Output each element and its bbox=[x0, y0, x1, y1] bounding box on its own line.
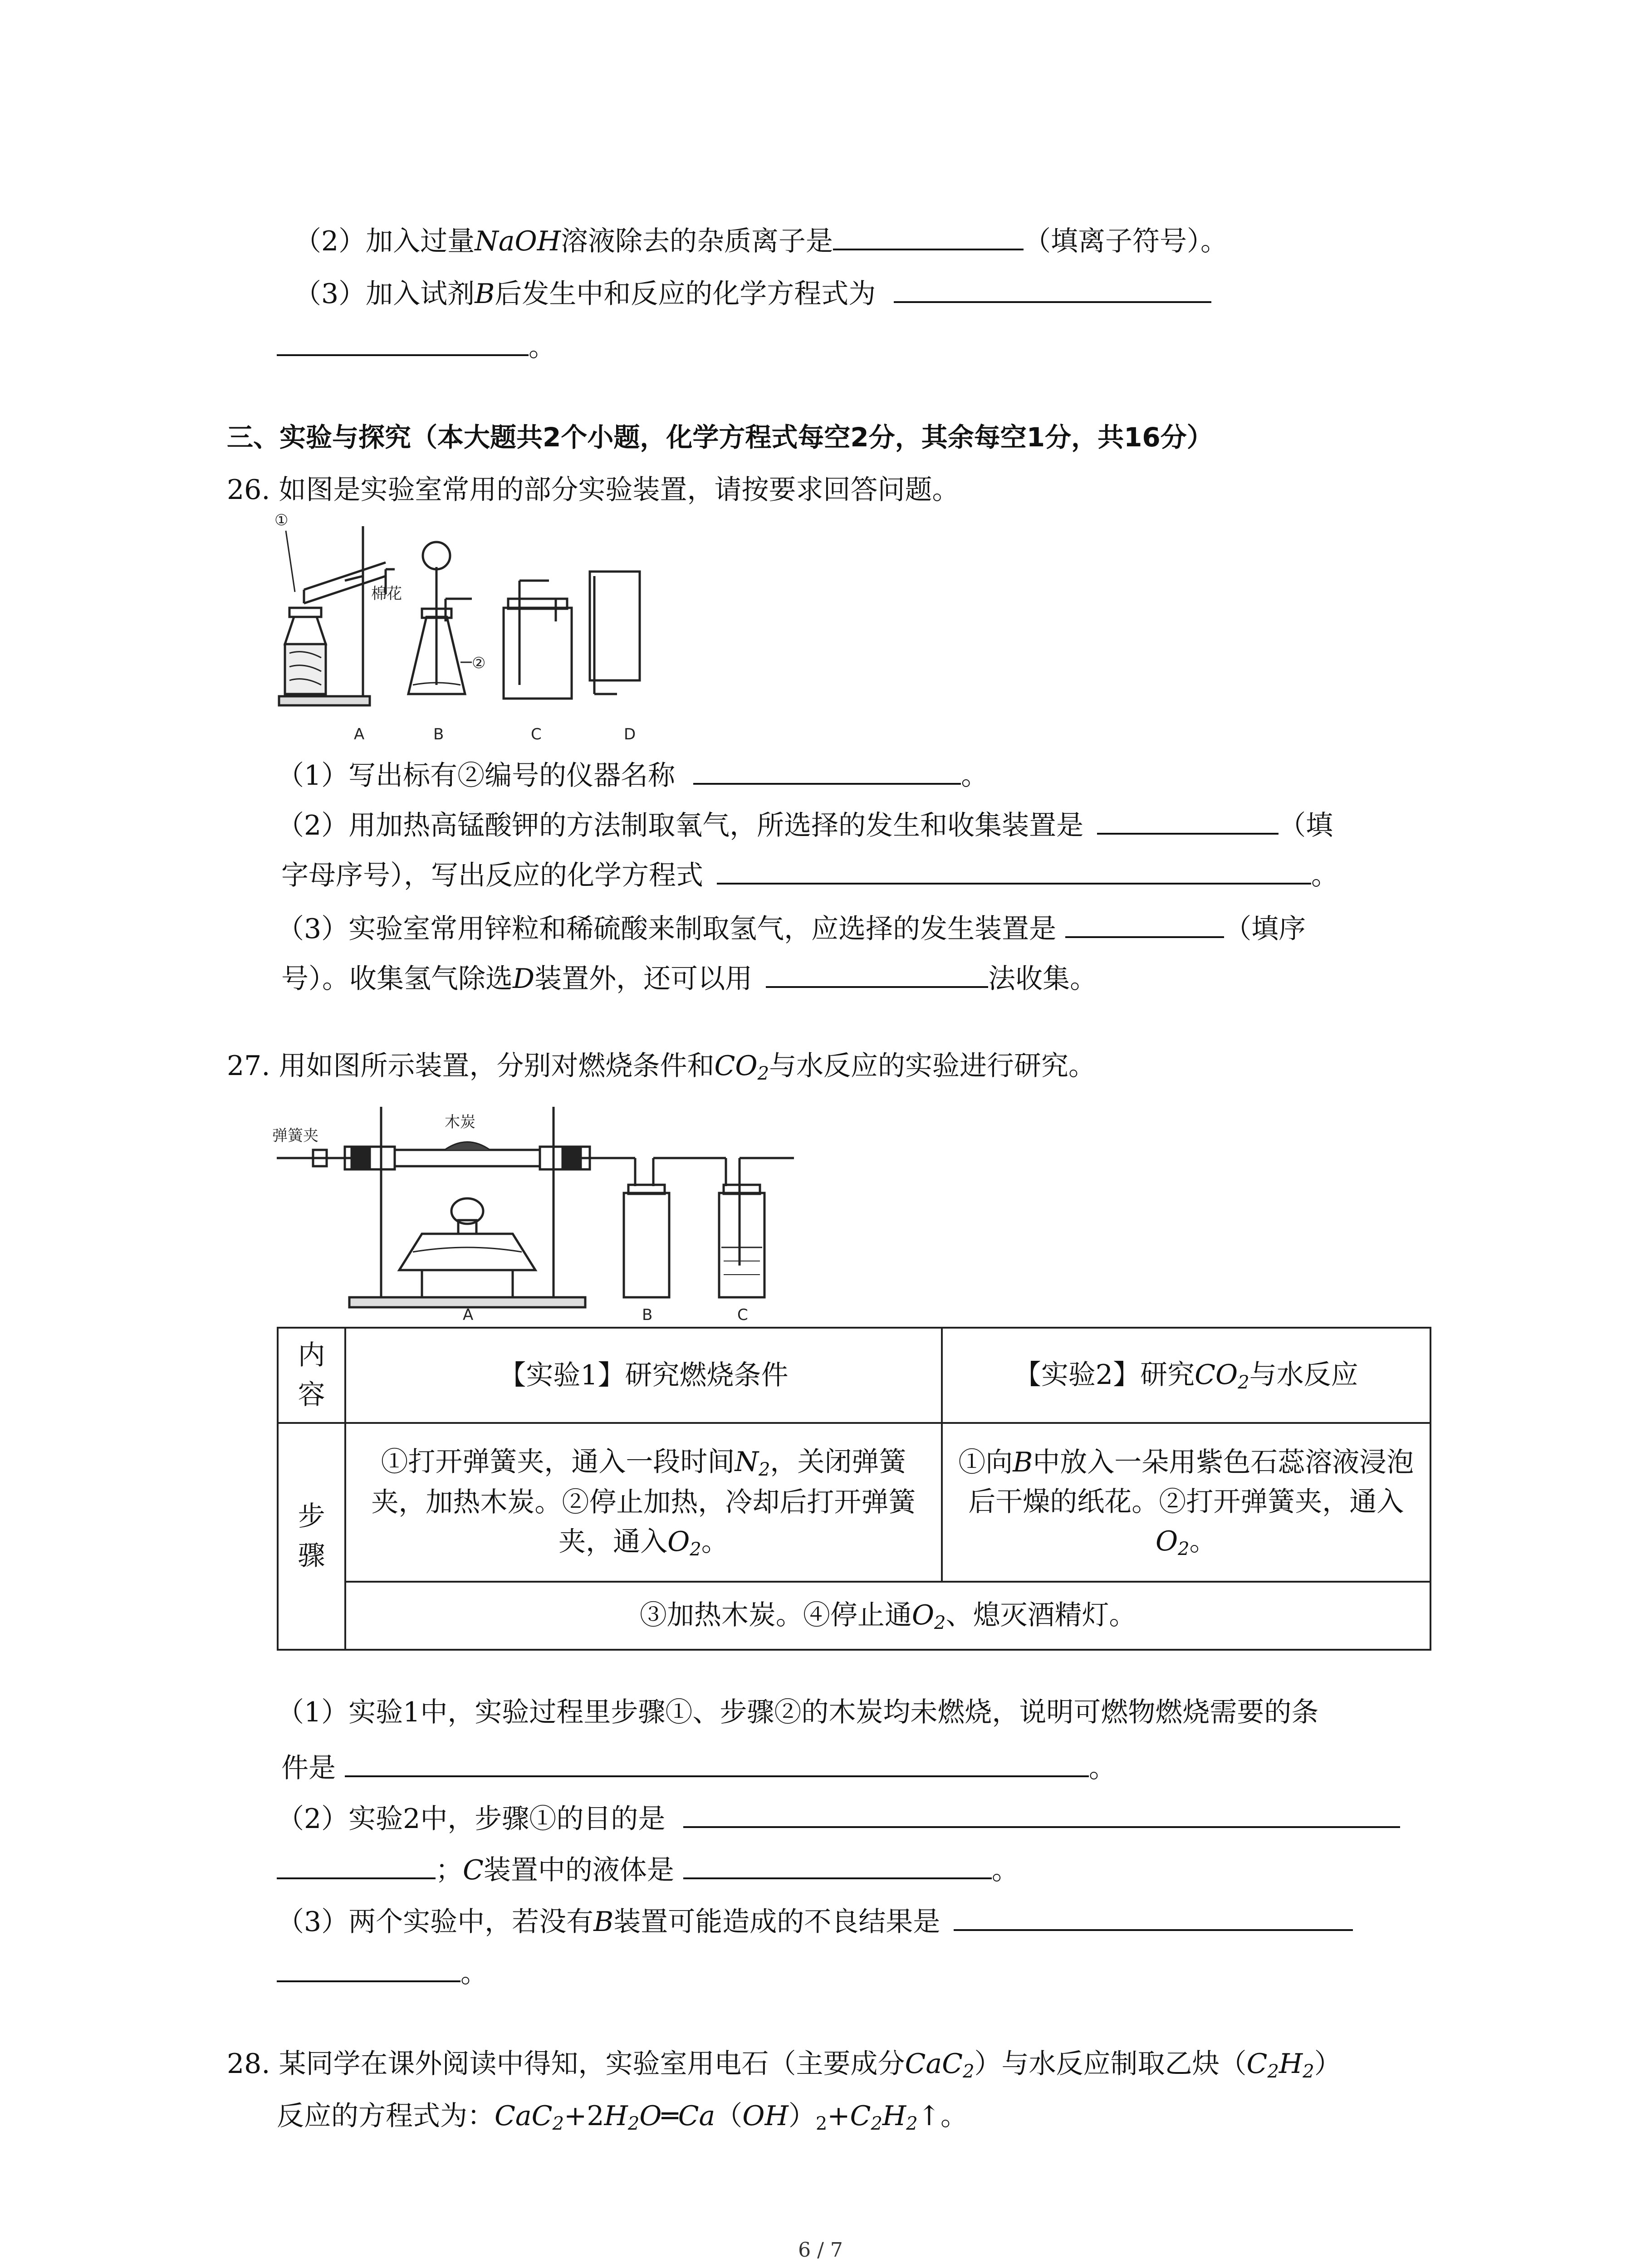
exp1-steps-text: ①打开弹簧夹，通入一段时间 bbox=[381, 1446, 735, 1478]
q27-item3-line2 bbox=[277, 1955, 488, 1987]
gas-arrow: ↑。 bbox=[917, 2100, 968, 2132]
q27-item1-tail: 。 bbox=[1089, 1752, 1116, 1784]
ca-symbol: Ca bbox=[678, 2100, 715, 2132]
q26-item3-text: （3）实验室常用锌粒和稀硫酸来制取氢气，应选择的发生装置是 bbox=[277, 913, 1057, 945]
q26-item1 bbox=[277, 758, 989, 792]
apparatus-label-c: C bbox=[737, 1306, 748, 1324]
q27-item1-line2 bbox=[281, 1750, 1116, 1782]
q26-item3-tail2: 法收集。 bbox=[988, 963, 1097, 995]
apparatus-label-c: C bbox=[531, 725, 542, 743]
co2-formula: $CO_2$ bbox=[1195, 1359, 1249, 1393]
q27-item3-text2: 装置可能造成的不良结果是 bbox=[613, 1906, 941, 1938]
table-row bbox=[278, 1423, 1430, 1582]
h2o-formula: $H_2O$ bbox=[604, 2100, 662, 2134]
q27-item3-text: （3）两个实验中，若没有 bbox=[277, 1906, 594, 1938]
apparatus-label-b: B bbox=[433, 725, 444, 743]
shared-step-text: ③加热木炭。④停止通 bbox=[639, 1599, 912, 1631]
apparatus-label-a: A bbox=[463, 1306, 474, 1324]
q27-item2-tail: 。 bbox=[991, 1854, 1019, 1886]
table-row bbox=[278, 1328, 1430, 1423]
o2-formula: $O_2$ bbox=[911, 1599, 946, 1633]
q28-line2 bbox=[277, 2102, 968, 2133]
q25-item3-cont bbox=[277, 329, 556, 361]
q28-line1 bbox=[227, 2050, 1342, 2081]
q26-apparatus-figure bbox=[272, 513, 789, 748]
q26-item3-line2 bbox=[281, 961, 1097, 995]
answer-blank[interactable] bbox=[766, 961, 988, 988]
cac2-formula: CaC$_2$ bbox=[905, 2048, 975, 2082]
table-row bbox=[278, 1582, 1430, 1650]
q27-item2-line1 bbox=[277, 1801, 1400, 1833]
q26-item2-text2: 字母序号），写出反应的化学方程式 bbox=[281, 860, 703, 891]
reagent-b: B bbox=[475, 278, 495, 310]
q26-item2-text: （2）用加热高锰酸钾的方法制取氧气，所选择的发生和收集装置是 bbox=[277, 810, 1084, 841]
exp2-steps-text2: 中放入一朵用紫色石蕊溶液浸泡后干燥的纸花。②打开弹簧夹，通入 bbox=[968, 1446, 1414, 1518]
answer-blank[interactable] bbox=[717, 857, 1311, 885]
q27-item3-line1 bbox=[277, 1904, 1353, 1936]
exp2-title-text: 【实验2】研究 bbox=[1014, 1359, 1195, 1391]
q27-stem-text: 27. 用如图所示装置，分别对燃烧条件和 bbox=[227, 1050, 715, 1082]
answer-blank[interactable] bbox=[277, 1852, 436, 1879]
answer-blank[interactable] bbox=[345, 1750, 1089, 1777]
q27-item2-text: （2）实验2中，步骤①的目的是 bbox=[277, 1803, 666, 1835]
q28-text: 28. 某同学在课外阅读中得知，实验室用电石（主要成分 bbox=[227, 2048, 905, 2080]
answer-blank[interactable] bbox=[683, 1852, 992, 1879]
q26-item3-text2: 号）。收集氢气除选 bbox=[281, 963, 513, 995]
q28-equation-label: 反应的方程式为： bbox=[277, 2100, 495, 2132]
answer-blank[interactable] bbox=[894, 276, 1211, 303]
q26-item2-line2 bbox=[281, 857, 1338, 889]
eq-paren-close: ） bbox=[788, 2100, 816, 2132]
apparatus-label-a: A bbox=[354, 725, 365, 743]
cac2-formula: CaC$_2$ bbox=[495, 2100, 564, 2134]
q25-item3-text: （3）加入试剂 bbox=[294, 278, 475, 310]
co2-formula: $CO_2$ bbox=[714, 1050, 769, 1084]
c2h2-formula: $C_2H_2$ bbox=[850, 2100, 918, 2134]
q27-item2-sep: ； bbox=[436, 1854, 463, 1886]
q27-stem-text2: 与水反应的实验进行研究。 bbox=[769, 1050, 1096, 1082]
q26-item2-line1 bbox=[277, 807, 1333, 839]
q26-item1-text: （1）写出标有②编号的仪器名称 bbox=[277, 760, 676, 792]
answer-blank[interactable] bbox=[277, 1955, 460, 1982]
q25-item2-text: （2）加入过量 bbox=[294, 225, 475, 257]
bottle-c-ref: C bbox=[463, 1854, 484, 1886]
q25-item3-tail: 。 bbox=[529, 331, 556, 363]
q26-stem: 26. 如图是实验室常用的部分实验装置，请按要求回答问题。 bbox=[227, 474, 960, 506]
q28-text3: ） bbox=[1314, 2048, 1342, 2080]
exp1-title: 【实验1】研究燃烧条件 bbox=[345, 1328, 941, 1423]
answer-blank[interactable] bbox=[693, 758, 961, 785]
o2-formula: $O_2$ bbox=[1155, 1525, 1190, 1559]
exp2-title bbox=[942, 1328, 1430, 1423]
eq-plus2: + bbox=[827, 2100, 850, 2132]
apparatus-label-d: D bbox=[624, 725, 636, 743]
q28-text2: ）与水反应制取乙炔（ bbox=[974, 2048, 1247, 2080]
q27-stem bbox=[227, 1052, 1096, 1083]
naoh-formula: NaOH bbox=[475, 225, 561, 257]
q26-item1-tail: 。 bbox=[961, 760, 989, 792]
q27-item1-line1: （1）实验1中，实验过程里步骤①、步骤②的木炭均未燃烧，说明可燃物燃烧需要的条 bbox=[277, 1696, 1319, 1728]
exp2-title-text2: 与水反应 bbox=[1249, 1359, 1358, 1391]
q26-item3-line1 bbox=[277, 911, 1306, 943]
answer-blank[interactable] bbox=[1065, 911, 1224, 938]
q25-item2-text2: 溶液除去的杂质离子是 bbox=[560, 225, 833, 257]
q26-item2-tail2: 。 bbox=[1311, 860, 1338, 891]
q27-item2-line2 bbox=[277, 1852, 1019, 1884]
q27-apparatus-figure bbox=[272, 1098, 817, 1325]
shared-step bbox=[345, 1582, 1430, 1650]
exp1-steps-text2: ，关闭弹簧夹，加热木炭。②停止加热，冷却后打开弹簧夹，通入 bbox=[371, 1446, 916, 1558]
eq-equals: ═ bbox=[661, 2100, 678, 2132]
oh-group: OH bbox=[742, 2100, 789, 2132]
clamp-label: 弹簧夹 bbox=[272, 1127, 318, 1145]
c2h2-formula: $C_2H_2$ bbox=[1246, 2048, 1314, 2082]
eq-plus: +2 bbox=[564, 2100, 604, 2132]
answer-blank[interactable] bbox=[833, 223, 1024, 250]
q26-item2-tail1: （填 bbox=[1279, 810, 1333, 841]
subscript-2: 2 bbox=[815, 2113, 828, 2134]
marker-2: ② bbox=[472, 654, 486, 672]
bottle-b-ref: B bbox=[1013, 1446, 1033, 1478]
answer-blank[interactable] bbox=[954, 1904, 1353, 1931]
page-number: 6 / 7 bbox=[798, 2239, 843, 2262]
section-heading: 三、实验与探究（本大题共2个小题，化学方程式每空2分，其余每空1分，共16分） bbox=[227, 422, 1213, 453]
q27-item1-text: 件是 bbox=[281, 1752, 336, 1784]
exp2-steps-text: ①向 bbox=[958, 1446, 1013, 1478]
apparatus-d-ref: D bbox=[513, 963, 535, 995]
content-header: 内容 bbox=[278, 1328, 345, 1423]
charcoal-label: 木炭 bbox=[445, 1113, 475, 1131]
n2-formula: $N_2$ bbox=[735, 1446, 770, 1480]
q27-item2-text2: 装置中的液体是 bbox=[483, 1854, 674, 1886]
q27-item3-tail: 。 bbox=[460, 1957, 488, 1989]
answer-blank[interactable] bbox=[1097, 807, 1279, 835]
q25-item3-text2: 后发生中和反应的化学方程式为 bbox=[495, 278, 876, 310]
q26-item3-tail1: （填序 bbox=[1224, 913, 1306, 945]
exp2-steps-tail: 。 bbox=[1189, 1525, 1217, 1557]
o2-formula: $O_2$ bbox=[667, 1525, 701, 1560]
cotton-label: 棉花 bbox=[371, 585, 402, 603]
apparatus-label-b: B bbox=[642, 1306, 653, 1324]
exp1-steps-tail: 。 bbox=[701, 1525, 729, 1558]
q25-item3 bbox=[294, 276, 1211, 308]
answer-blank[interactable] bbox=[683, 1801, 1400, 1828]
experiment-table bbox=[277, 1327, 1431, 1651]
q25-item2-tail: （填离子符号）。 bbox=[1023, 225, 1228, 257]
eq-paren-open: （ bbox=[715, 2100, 743, 2132]
exp1-steps bbox=[345, 1423, 941, 1582]
q26-item3-text3: 装置外，还可以用 bbox=[534, 963, 753, 995]
bottle-b-ref: B bbox=[593, 1906, 614, 1938]
answer-blank[interactable] bbox=[277, 329, 529, 356]
marker-1: ① bbox=[274, 513, 289, 529]
shared-step-text2: 、熄灭酒精灯。 bbox=[945, 1599, 1136, 1631]
steps-header: 步骤 bbox=[278, 1423, 345, 1650]
exp2-steps bbox=[942, 1423, 1430, 1582]
q25-item2 bbox=[294, 223, 1228, 255]
